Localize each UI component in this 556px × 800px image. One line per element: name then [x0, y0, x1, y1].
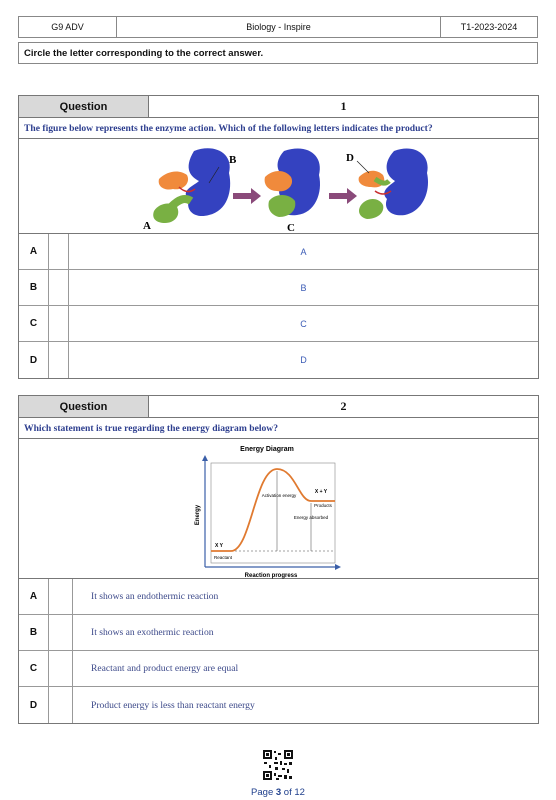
reactant-label: Reactant [214, 555, 233, 560]
option-spacer [49, 579, 73, 614]
diagram-title: Energy Diagram [240, 446, 294, 453]
option-letter: B [19, 270, 49, 305]
absorbed-label: Energy absorbed [293, 515, 329, 520]
option-text: Product energy is less than reactant energy [91, 699, 255, 711]
option-row-b[interactable] [19, 615, 538, 651]
subject-cell: Biology - Inspire [117, 17, 441, 37]
qr-code-icon [262, 749, 294, 781]
option-row-c[interactable] [19, 651, 538, 687]
reactant-formula: X Y [215, 543, 223, 549]
question-label: Question [19, 96, 149, 117]
question-label: Question [19, 396, 149, 417]
option-spacer [49, 342, 69, 378]
energy-diagram-figure [19, 439, 538, 579]
y-axis-label: Energy [195, 504, 201, 526]
x-axis-label: Reaction progress [244, 573, 298, 579]
page-of: of [281, 787, 295, 798]
question-number: 1 [340, 99, 347, 113]
option-row-d[interactable] [19, 342, 538, 378]
option-letter: C [19, 306, 49, 341]
figure-label-a: A [143, 220, 151, 232]
option-text: D [300, 355, 307, 365]
figure-label-d: D [346, 152, 354, 164]
enzyme-figure [19, 139, 538, 234]
option-row-b[interactable] [19, 270, 538, 306]
question-text: The figure below represents the enzyme action. Which of the following letters indicates the product? [19, 118, 538, 139]
page-current: 3 [275, 787, 282, 798]
option-letter: D [19, 342, 49, 378]
option-row-a[interactable] [19, 234, 538, 270]
question-number: 2 [340, 399, 347, 413]
option-letter: B [19, 615, 49, 650]
option-row-d[interactable] [19, 687, 538, 723]
option-text: C [300, 318, 307, 329]
page-number [0, 787, 556, 798]
option-spacer [49, 615, 73, 650]
option-row-c[interactable] [19, 306, 538, 342]
page-total: 12 [294, 787, 305, 798]
activation-label: Activation energy [261, 493, 297, 498]
option-text: It shows an exothermic reaction [91, 627, 214, 638]
option-letter: C [19, 651, 49, 686]
instruction-box: Circle the letter corresponding to the correct answer. [18, 42, 538, 64]
enzyme-action-illustration [19, 139, 538, 234]
option-text: B [300, 282, 307, 293]
grade-cell: G9 ADV [19, 17, 117, 37]
option-row-a[interactable] [19, 579, 538, 615]
energy-diagram [19, 439, 538, 579]
option-spacer [49, 306, 69, 341]
option-letter: A [19, 234, 49, 269]
option-text: It shows an endothermic reaction [91, 591, 219, 602]
product-formula: X + Y [314, 489, 328, 495]
question-1-block [18, 95, 539, 379]
question-2-block [18, 395, 539, 724]
option-spacer [49, 687, 73, 723]
option-spacer [49, 651, 73, 686]
option-text: Reactant and product energy are equal [91, 663, 239, 674]
option-letter: D [19, 687, 49, 723]
term-cell: T1-2023-2024 [460, 22, 518, 32]
question-text: Which statement is true regarding the energy diagram below? [19, 418, 538, 439]
option-letter: A [19, 579, 49, 614]
option-text: A [300, 246, 307, 257]
question-header [19, 396, 538, 418]
document-header [18, 16, 538, 38]
option-spacer [49, 270, 69, 305]
option-spacer [49, 234, 69, 269]
product-label: Products [314, 503, 332, 508]
figure-label-c: C [287, 222, 295, 234]
question-header [19, 96, 538, 118]
page-prefix: Page [251, 787, 276, 798]
figure-label-b: B [229, 154, 237, 166]
